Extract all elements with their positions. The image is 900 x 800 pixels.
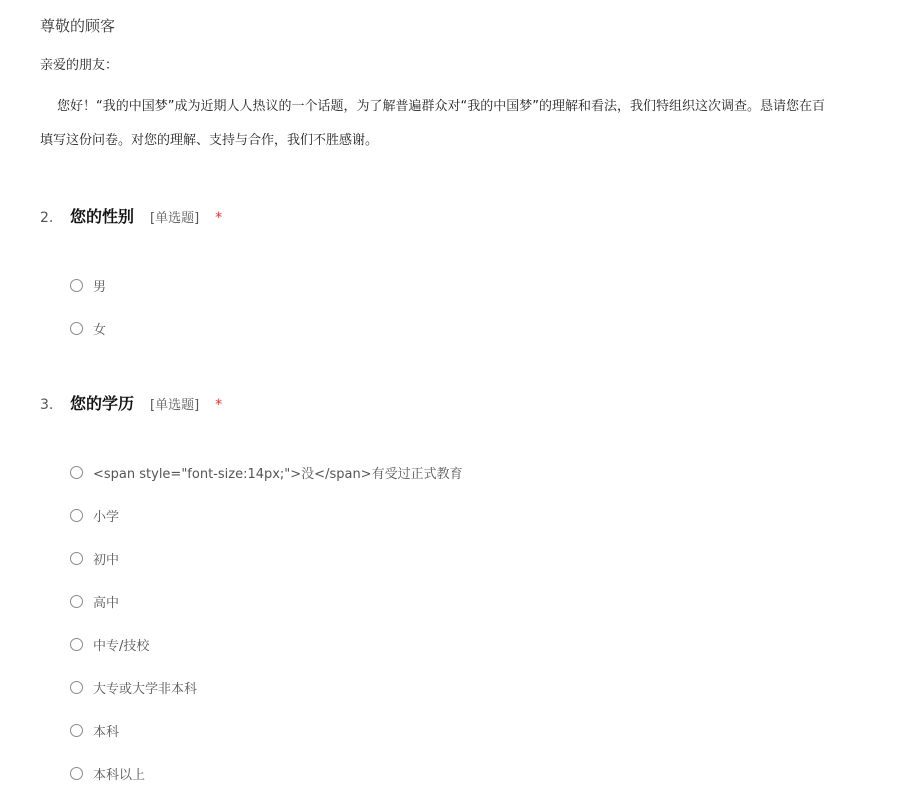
option-no-formal-education[interactable] (70, 451, 463, 494)
radio-button[interactable] (70, 552, 83, 565)
option-vocational-school[interactable] (70, 623, 463, 666)
question-gender (40, 204, 900, 338)
question-number: 3. (40, 397, 54, 413)
question-education (40, 391, 900, 783)
survey-title: 尊敬的顾客 (40, 17, 116, 35)
radio-button[interactable] (70, 322, 83, 335)
question-header (40, 204, 900, 227)
question-type-label: [单选题] (150, 211, 200, 226)
intro-greeting: 亲爱的朋友： (40, 58, 119, 73)
option-label: 本科以上 (93, 768, 146, 783)
option-label: 男 (93, 280, 107, 295)
question-type-label: [单选题] (150, 398, 200, 413)
option-label: 高中 (93, 596, 120, 611)
option-male[interactable] (70, 264, 106, 307)
option-junior-high[interactable] (70, 537, 463, 580)
option-label: 小学 (93, 510, 120, 525)
radio-button[interactable] (70, 767, 83, 780)
radio-button[interactable] (70, 638, 83, 651)
question-number: 2. (40, 210, 54, 226)
required-marker: * (215, 210, 223, 226)
option-label: 大专或大学非本科 (93, 682, 198, 697)
radio-button[interactable] (70, 595, 83, 608)
radio-button[interactable] (70, 466, 83, 479)
option-primary-school[interactable] (70, 494, 463, 537)
option-label: 初中 (93, 553, 120, 568)
required-marker: * (215, 397, 223, 413)
radio-button[interactable] (70, 681, 83, 694)
option-label: 本科 (93, 725, 120, 740)
option-label: 女 (93, 323, 107, 338)
radio-button[interactable] (70, 279, 83, 292)
radio-button[interactable] (70, 509, 83, 522)
intro-paragraph-line-2: 填写这份问卷。对您的理解、支持与合作，我们不胜感谢。 (40, 133, 379, 148)
intro-paragraph-line-1: 您好！“我的中国梦”成为近期人人热议的一个话题，为了解普遍群众对“我的中国梦”的理解和看法，我们特组织这次调查。恳请您在百 (57, 99, 825, 114)
question-header (40, 391, 900, 414)
option-above-bachelor[interactable] (70, 752, 463, 795)
options-list (70, 264, 106, 350)
option-female[interactable] (70, 307, 106, 350)
options-list (70, 451, 463, 795)
option-senior-high[interactable] (70, 580, 463, 623)
question-title: 您的性别 (70, 207, 135, 226)
survey-intro (40, 56, 900, 158)
option-bachelor[interactable] (70, 709, 463, 752)
radio-button[interactable] (70, 724, 83, 737)
option-label: <span style="font-size:14px;">没</span>有受过正式教育 (93, 467, 463, 482)
option-college-non-bachelor[interactable] (70, 666, 463, 709)
option-label: 中专/技校 (93, 639, 150, 654)
question-title: 您的学历 (70, 394, 135, 413)
